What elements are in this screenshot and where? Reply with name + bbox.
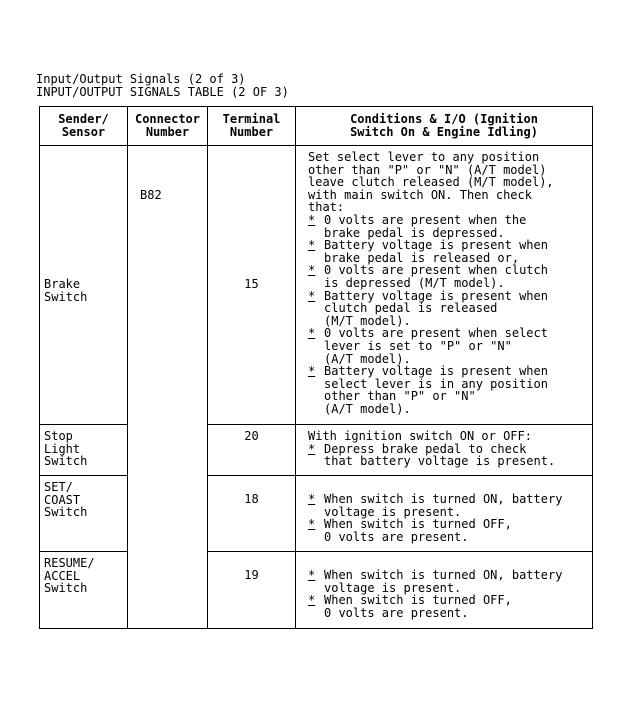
header-row	[40, 107, 593, 146]
conditions-text	[296, 425, 592, 468]
terminal-number: 19	[244, 568, 259, 582]
sender-cell	[40, 425, 128, 476]
table-row	[40, 425, 593, 476]
bullet-mark: *	[308, 326, 316, 341]
header-sender: Sender/ Sensor	[40, 107, 128, 146]
sender-cell	[40, 476, 128, 552]
sender-label: SET/ COAST Switch	[44, 480, 88, 520]
condition-item: * Battery voltage is present when select lever is in any position other than "P" or "N" (A/T model).	[308, 364, 548, 416]
bullet-mark: *	[308, 263, 316, 278]
bullet-mark: *	[308, 593, 316, 608]
condition-item: * Battery voltage is present when brake pedal is released or,	[308, 238, 548, 265]
terminal-number: 18	[244, 492, 259, 506]
table-row	[40, 146, 593, 425]
conditions-cell	[296, 146, 593, 425]
bullet-mark: *	[308, 441, 316, 456]
condition-item: * When switch is turned ON, battery voltage is present.	[308, 492, 563, 519]
terminal-cell	[208, 552, 296, 629]
terminal-cell	[208, 476, 296, 552]
sender-label: Stop Light Switch	[44, 429, 88, 469]
conditions-intro: With ignition switch ON or OFF:	[308, 429, 532, 443]
conditions-text	[296, 552, 592, 619]
sender-label: RESUME/ ACCEL Switch	[44, 556, 95, 596]
terminal-number: 15	[244, 277, 259, 291]
condition-item: * When switch is turned OFF, 0 volts are present.	[308, 517, 512, 544]
connector-number: B82	[140, 188, 162, 202]
sender-label: Brake Switch	[44, 277, 88, 304]
bullet-mark: *	[308, 492, 316, 506]
terminal-number: 20	[244, 429, 259, 443]
table-title: INPUT/OUTPUT SIGNALS TABLE (2 OF 3)	[36, 85, 289, 99]
bullet-mark: *	[308, 238, 316, 253]
signals-table	[39, 106, 593, 629]
terminal-cell	[208, 146, 296, 425]
condition-item: * When switch is turned ON, battery voltage is present.	[308, 568, 563, 595]
bullet-mark: *	[308, 517, 316, 532]
terminal-cell	[208, 425, 296, 476]
header-terminal: Terminal Number	[208, 107, 296, 146]
sender-cell	[40, 552, 128, 629]
bullet-mark: *	[308, 288, 316, 303]
bullet-mark: *	[308, 364, 316, 379]
conditions-intro: Set select lever to any position other than "P" or "N" (A/T model) leave clutch released (M/T model), with main switch ON. Then check that:	[308, 150, 554, 215]
condition-item: * 0 volts are present when the brake pedal is depressed.	[308, 212, 527, 240]
conditions-text	[296, 476, 592, 543]
conditions-cell	[296, 425, 593, 476]
bullet-mark: *	[308, 568, 316, 582]
table-row	[40, 476, 593, 552]
conditions-cell	[296, 552, 593, 629]
bullet-mark: *	[308, 212, 316, 227]
table-row	[40, 552, 593, 629]
condition-item: * Depress brake pedal to check that battery voltage is present.	[308, 441, 556, 469]
sender-cell	[40, 146, 128, 425]
conditions-cell	[296, 476, 593, 552]
header-connector: Connector Number	[128, 107, 208, 146]
doc-title: Input/Output Signals (2 of 3)	[36, 72, 246, 86]
header-conditions: Conditions & I/O (Ignition Switch On & Engine Idling)	[296, 107, 593, 146]
condition-item: * Battery voltage is present when clutch pedal is released (M/T model).	[308, 288, 548, 328]
condition-item: * When switch is turned OFF, 0 volts are present.	[308, 593, 512, 620]
conditions-text	[296, 146, 592, 415]
condition-item: * 0 volts are present when clutch is depressed (M/T model).	[308, 263, 548, 290]
condition-item: * 0 volts are present when select lever is set to "P" or "N" (A/T model).	[308, 326, 548, 366]
connector-cell	[128, 146, 208, 629]
